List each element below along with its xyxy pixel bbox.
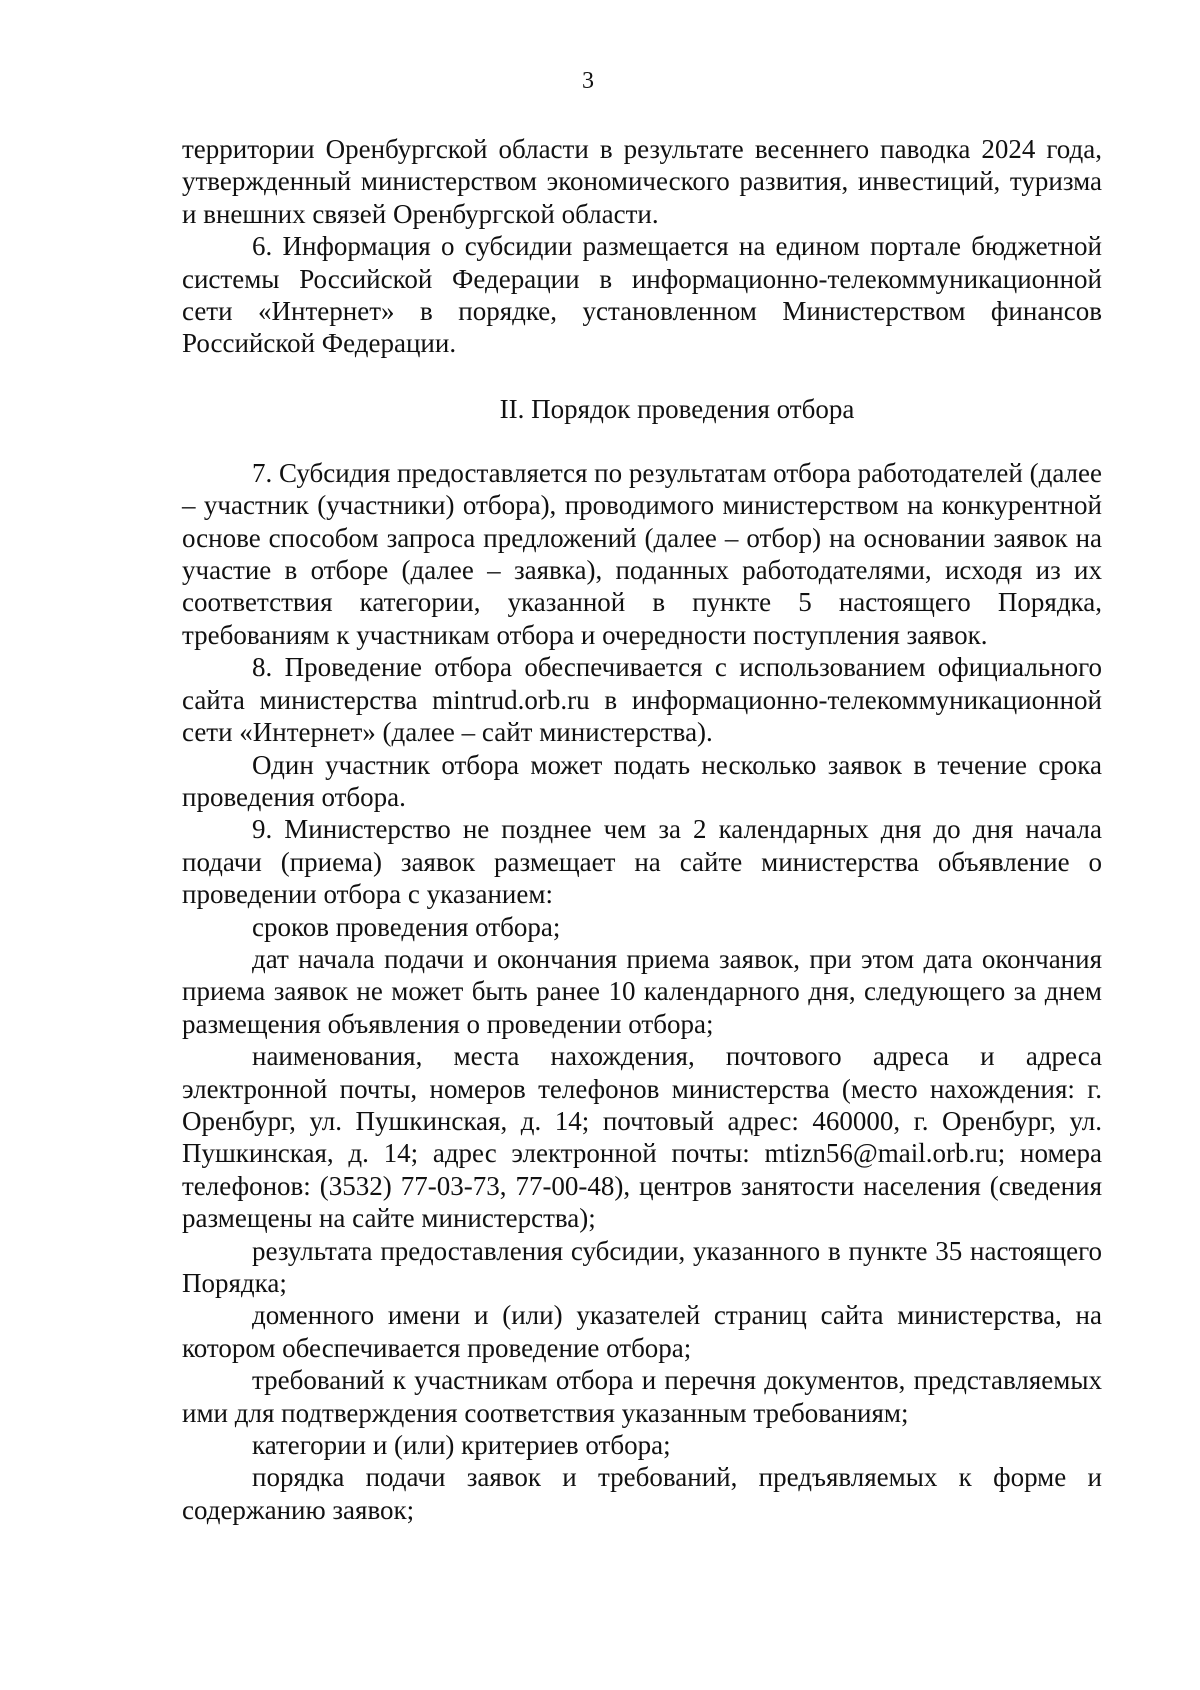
list-item: доменного имени и (или) указателей страниц сайта министерства, на котором обеспечивается проведение отбора; (182, 1300, 1102, 1363)
paragraph: Один участник отбора может подать несколько заявок в течение срока проведения отбора. (182, 749, 1102, 812)
paragraphs-body (182, 457, 1102, 1526)
list-item: наименования, места нахождения, почтового адреса и адреса электронной почты, номеров телефонов министерства (место нахождения: г. Оренбург, ул. Пушкинская, д. 14; почтовый адрес: 460000, г. Оренбург, ул. Пушкинская, д. 14; адрес электронной почты: mtizn56@mail.orb.ru; номера телефонов: (3532) 77-03-73, 77-00-48), центров занятости населения (сведения размещены на сайте министерства); (182, 1041, 1102, 1234)
section-heading: II. Порядок проведения отбора (499, 393, 855, 424)
paragraph: территории Оренбургской области в результате весеннего паводка 2024 года, утвержденный министерством экономического развития, инвестиций, туризма и внешних связей Оренбургской области. (182, 134, 1102, 229)
paragraph-item-8: 8. Проведение отбора обеспечивается с использованием официального сайта министерства mintrud.orb.ru в информационно-телекоммуникационной сети «Интернет» (далее – сайт министерства). (182, 652, 1102, 748)
paragraph-item-7: 7. Субсидия предоставляется по результатам отбора работодателей (далее – участник (участники) отбора), проводимого министерством на конкурентной основе способом запроса предложений (далее – отбор) на основании заявок на участие в отборе (далее – заявка), поданных работодателями, исходя из их соответствия категории, указанной в пункте 5 настоящего Порядка, требованиям к участникам отбора и очередности поступления заявок. (182, 457, 1102, 650)
list-item: требований к участникам отбора и перечня документов, представляемых ими для подтверждения соответствия указанным требованиям; (182, 1365, 1102, 1428)
paragraph-item-9: 9. Министерство не позднее чем за 2 календарных дня до дня начала подачи (приема) заявок размещает на сайте министерства объявление о проведении отбора с указанием: (182, 814, 1102, 910)
list-item: порядка подачи заявок и требований, предъявляемых к форме и содержанию заявок; (182, 1462, 1102, 1525)
list-item: дат начала подачи и окончания приема заявок, при этом дата окончания приема заявок не может быть ранее 10 календарного дня, следующего за днем размещения объявления о проведении отбора; (182, 943, 1102, 1039)
paragraph-item-6: 6. Информация о субсидии размещается на едином портале бюджетной системы Российской Федерации в информационно-телекоммуникационной сети «Интернет» в порядке, установленном Министерством финансов Российской Федерации. (182, 231, 1102, 359)
list-item: сроков проведения отбора; (252, 911, 561, 942)
list-item: категории и (или) критериев отбора; (252, 1430, 671, 1461)
list-item: результата предоставления субсидии, указанного в пункте 35 настоящего Порядка; (182, 1235, 1102, 1298)
page-number: 3 (582, 68, 594, 94)
paragraphs-top (182, 133, 1102, 360)
